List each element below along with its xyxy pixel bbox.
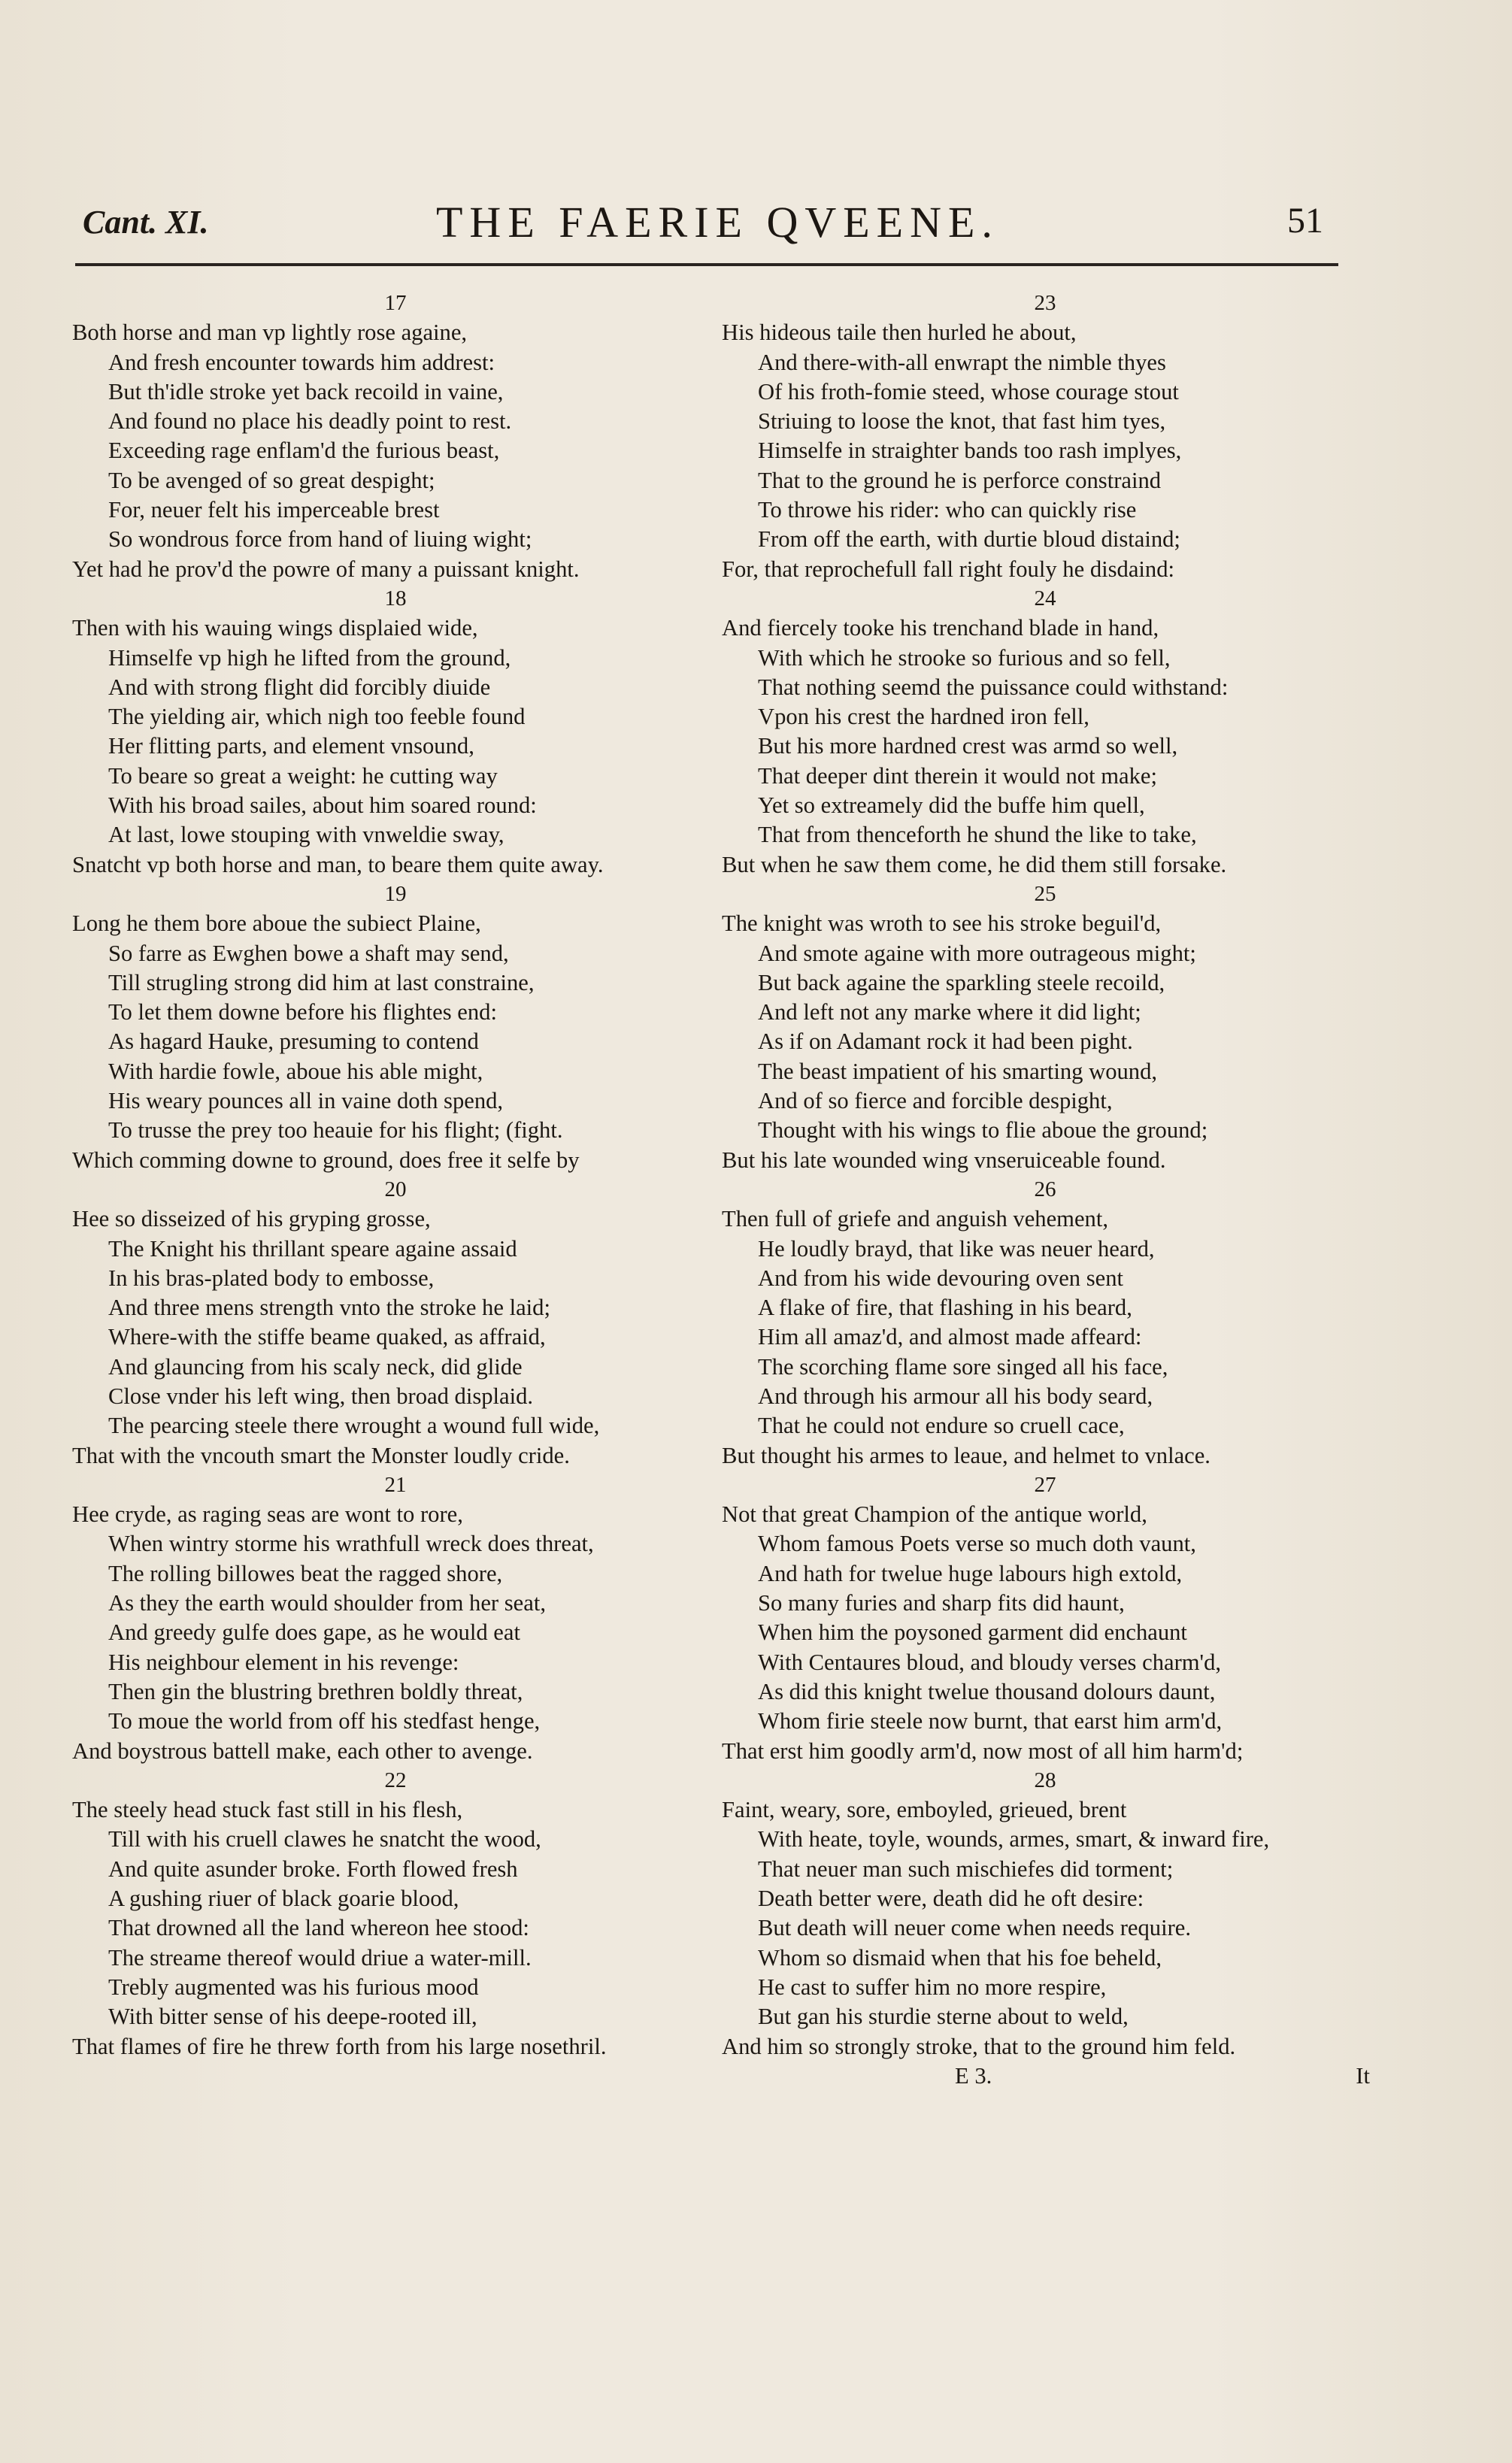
verse-line: The beast impatient of his smarting wound, [758, 1058, 1158, 1084]
verse-line: To throwe his rider: who can quickly rise [758, 497, 1137, 523]
running-header [75, 197, 1323, 250]
verse-line: That nothing seemd the puissance could withstand: [758, 674, 1229, 700]
verse-line: The pearcing steele there wrought a wound full wide, [108, 1413, 600, 1439]
verse-line: And three mens strength vnto the stroke he laid; [108, 1295, 550, 1321]
verse-line: But death will neuer come when needs require. [758, 1915, 1191, 1941]
verse-line: Whom famous Poets verse so much doth vaunt, [758, 1531, 1196, 1557]
verse-line: His weary pounces all in vaine doth spend, [108, 1088, 504, 1114]
verse-line: Long he them bore aboue the subiect Plaine, [72, 910, 481, 937]
verse-line: As they the earth would shoulder from her seat, [108, 1590, 546, 1616]
header-rule [75, 263, 1338, 266]
running-title: THE FAERIE QVEENE. [436, 198, 999, 247]
verse-line: That deeper dint therein it would not make; [758, 762, 1157, 789]
verse-line: And with strong flight did forcibly diuide [108, 674, 491, 700]
verse-line: But his more hardned crest was armd so well, [758, 733, 1178, 759]
verse-line: That he could not endure so cruell cace, [758, 1413, 1125, 1439]
verse-line: The steely head stuck fast still in his flesh, [72, 1797, 463, 1823]
verse-line: The streame thereof would driue a water-mill. [108, 1944, 532, 1971]
verse-line: Her flitting parts, and element vnsound, [108, 733, 474, 759]
verse-line: Not that great Champion of the antique world, [722, 1501, 1147, 1528]
verse-line: Where-with the stiffe beame quaked, as affraid, [108, 1324, 546, 1350]
verse-line: Whom so dismaid when that his foe beheld, [758, 1944, 1162, 1971]
verse-line: That with the vncouth smart the Monster loudly cride. [72, 1442, 570, 1468]
verse-line: To be avenged of so great despight; [108, 467, 435, 493]
verse-line: Exceeding rage enflam'd the furious beast, [108, 438, 500, 464]
verse-line: But his late wounded wing vnseruiceable found. [722, 1147, 1166, 1173]
verse-line: With Centaures bloud, and bloudy verses charm'd, [758, 1649, 1222, 1675]
signature-mark: E 3. [955, 2062, 992, 2089]
verse-line: Then with his wauing wings displaied wide, [72, 615, 478, 641]
verse-line: A gushing riuer of black goarie blood, [108, 1886, 459, 1912]
verse-line: When him the poysoned garment did enchaunt [758, 1619, 1187, 1646]
verse-line: But gan his sturdie sterne about to weld, [758, 2004, 1129, 2030]
verse-line: He loudly brayd, that like was neuer heard, [758, 1235, 1155, 1262]
verse-line: Which comming downe to ground, does free it selfe by [72, 1147, 580, 1173]
verse-line: And greedy gulfe does gape, as he would eat [108, 1619, 520, 1646]
verse-line: Till strugling strong did him at last constraine, [108, 969, 535, 995]
verse-line: With his broad sailes, about him soared round: [108, 792, 537, 819]
verse-line: That neuer man such mischiefes did torment; [758, 1856, 1174, 1882]
verse-line: But thought his armes to leaue, and helmet to vnlace. [722, 1442, 1211, 1468]
verse-line: So many furies and sharp fits did haunt, [758, 1590, 1125, 1616]
verse-line: To moue the world from off his stedfast henge, [108, 1708, 541, 1734]
verse-line: Faint, weary, sore, emboyled, grieued, brent [722, 1797, 1127, 1823]
verse-line: The scorching flame sore singed all his face, [758, 1353, 1168, 1380]
stanza-number: 17 [384, 291, 407, 315]
verse-line: His neighbour element in his revenge: [108, 1649, 459, 1675]
verse-line: Of his froth-fomie steed, whose courage stout [758, 378, 1179, 404]
verse-line: And fiercely tooke his trenchand blade in hand, [722, 615, 1159, 641]
verse-line: As did this knight twelue thousand dolours daunt, [758, 1678, 1216, 1704]
verse-line: Till with his cruell clawes he snatcht the wood, [108, 1826, 541, 1853]
stanza-number: 18 [384, 586, 407, 610]
stanza-number: 27 [1034, 1472, 1056, 1497]
verse-line: And there-with-all enwrapt the nimble thyes [758, 349, 1166, 375]
catchword: It [1356, 2062, 1370, 2089]
verse-line: Then gin the blustring brethren boldly threat, [108, 1678, 523, 1704]
verse-line: From off the earth, with durtie bloud distaind; [758, 526, 1180, 553]
verse-line: That drowned all the land whereon hee stood: [108, 1915, 529, 1941]
stanza-number: 20 [384, 1177, 407, 1201]
verse-line: Trebly augmented was his furious mood [108, 1974, 479, 2000]
verse-line: As hagard Hauke, presuming to contend [108, 1029, 479, 1055]
stanza-number: 22 [384, 1768, 407, 1792]
verse-line: With hardie fowle, aboue his able might, [108, 1058, 483, 1084]
stanza-number: 23 [1034, 291, 1056, 315]
verse-line: In his bras-plated body to embosse, [108, 1265, 435, 1291]
stanza-number: 28 [1034, 1768, 1056, 1792]
page-footer [722, 2062, 1368, 2091]
verse-line: And fresh encounter towards him addrest: [108, 349, 495, 375]
verse-line: And left not any marke where it did light; [758, 999, 1141, 1025]
verse-line: For, that reprochefull fall right fouly he disdaind: [722, 556, 1175, 582]
verse-line: Close vnder his left wing, then broad displaid. [108, 1383, 534, 1409]
verse-line: And quite asunder broke. Forth flowed fresh [108, 1856, 518, 1882]
verse-line: But when he saw them come, he did them still forsake. [722, 851, 1227, 877]
verse-line: Vpon his crest the hardned iron fell, [758, 704, 1089, 730]
verse-line: Himselfe vp high he lifted from the ground, [108, 644, 511, 671]
verse-line: As if on Adamant rock it had been pight. [758, 1029, 1133, 1055]
verse-line: And of so fierce and forcible despight, [758, 1088, 1113, 1114]
verse-line: And through his armour all his body seard, [758, 1383, 1153, 1409]
verse-line: Death better were, death did he oft desire: [758, 1886, 1144, 1912]
verse-line: And from his wide devouring oven sent [758, 1265, 1124, 1291]
canto-label: Cant. XI. [83, 204, 209, 241]
verse-line: So farre as Ewghen bowe a shaft may send, [108, 940, 509, 966]
verse-line: So wondrous force from hand of liuing wight; [108, 526, 532, 553]
stanza-number: 24 [1034, 586, 1056, 610]
stanza-number: 26 [1034, 1177, 1056, 1201]
left-column [72, 289, 719, 2062]
verse-line: With which he strooke so furious and so fell, [758, 644, 1171, 671]
verse-line: And found no place his deadly point to rest. [108, 408, 512, 435]
verse-line: Whom firie steele now burnt, that earst him arm'd, [758, 1708, 1223, 1734]
verse-line: With bitter sense of his deepe-rooted ill, [108, 2004, 477, 2030]
verse-line: And boystrous battell make, each other to avenge. [72, 1737, 533, 1764]
stanza-number: 25 [1034, 881, 1056, 906]
verse-line: That to the ground he is perforce constraind [758, 467, 1162, 493]
verse-line: When wintry storme his wrathfull wreck does threat, [108, 1531, 594, 1557]
verse-line: Himselfe in straighter bands too rash implyes, [758, 438, 1182, 464]
verse-line: The knight was wroth to see his stroke beguil'd, [722, 910, 1162, 937]
verse-line: His hideous taile then hurled he about, [722, 320, 1077, 346]
verse-line: Both horse and man vp lightly rose againe, [72, 320, 468, 346]
verse-line: Yet had he prov'd the powre of many a puissant knight. [72, 556, 580, 582]
right-column [722, 289, 1368, 2091]
stanza-number: 21 [384, 1472, 407, 1497]
page-number: 51 [1287, 201, 1323, 241]
stanza-number: 19 [384, 881, 407, 906]
verse-line: Yet so extreamely did the buffe him quell, [758, 792, 1145, 819]
verse-line: Thought with his wings to flie aboue the ground; [758, 1117, 1208, 1144]
verse-line: And smote againe with more outrageous might; [758, 940, 1196, 966]
verse-line: Snatcht vp both horse and man, to beare them quite away. [72, 851, 604, 877]
verse-line: But back againe the sparkling steele recoild, [758, 969, 1165, 995]
verse-line: Then full of griefe and anguish vehement, [722, 1206, 1108, 1232]
verse-line: At last, lowe stouping with vnweldie sway, [108, 822, 505, 848]
verse-line: And hath for twelue huge labours high extold, [758, 1560, 1183, 1586]
verse-line: To let them downe before his flightes end: [108, 999, 497, 1025]
verse-line: That erst him goodly arm'd, now most of all him harm'd; [722, 1737, 1244, 1764]
verse-line: The rolling billowes beat the ragged shore, [108, 1560, 503, 1586]
verse-line: With heate, toyle, wounds, armes, smart, & inward fire, [758, 1826, 1270, 1853]
verse-line: The Knight his thrillant speare againe assaid [108, 1235, 517, 1262]
verse-line: Hee so disseized of his gryping grosse, [72, 1206, 431, 1232]
verse-line: He cast to suffer him no more respire, [758, 1974, 1107, 2000]
verse-line: That flames of fire he threw forth from his large nosethril. [72, 2033, 607, 2059]
verse-line: And him so strongly stroke, that to the ground him feld. [722, 2033, 1236, 2059]
verse-line: That from thenceforth he shund the like to take, [758, 822, 1197, 848]
verse-line: For, neuer felt his imperceable brest [108, 497, 440, 523]
verse-line: And glauncing from his scaly neck, did glide [108, 1353, 523, 1380]
verse-line: But th'idle stroke yet back recoild in vaine, [108, 378, 504, 404]
verse-line: To trusse the prey too heauie for his flight; (fight. [108, 1117, 563, 1144]
verse-line: A flake of fire, that flashing in his beard, [758, 1295, 1132, 1321]
verse-line: Striuing to loose the knot, that fast him tyes, [758, 408, 1166, 435]
verse-line: To beare so great a weight: he cutting way [108, 762, 498, 789]
verse-line: Him all amaz'd, and almost made affeard: [758, 1324, 1142, 1350]
verse-line: The yielding air, which nigh too feeble found [108, 704, 526, 730]
verse-line: Hee cryde, as raging seas are wont to rore, [72, 1501, 463, 1528]
